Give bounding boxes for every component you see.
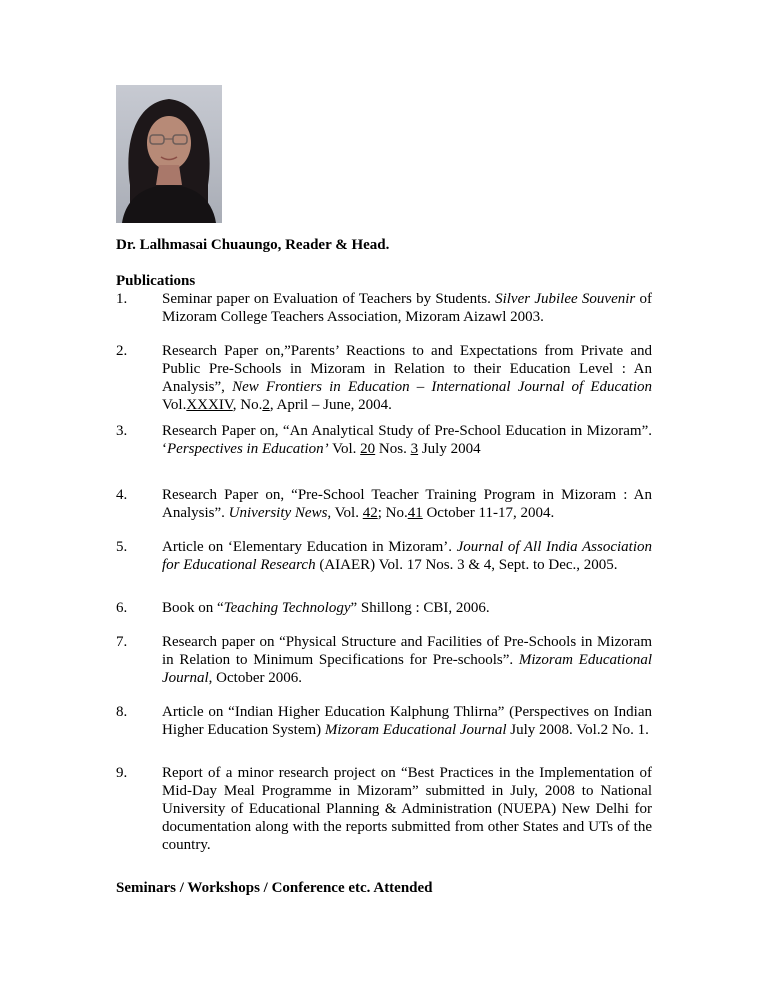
italic-title: Perspectives in Education’: [167, 441, 329, 457]
text-run: Research paper on “Physical Structure and Facilities of Pre-Schools in Mizoram in Relation to Minimum Specifications for Pre-schools”.: [162, 634, 652, 668]
underlined-number: 42: [362, 505, 378, 521]
item-number: 8.: [116, 704, 128, 720]
item-text: [162, 703, 652, 739]
item-number: 7.: [116, 634, 128, 650]
text-run: October 11-17, 2004.: [422, 505, 555, 521]
item-text: [162, 633, 652, 687]
list-item: [116, 599, 652, 617]
item-number: 3.: [116, 423, 128, 439]
text-run: Vol.: [328, 441, 361, 457]
underlined-number: 2: [262, 397, 270, 413]
text-run: July 2004: [418, 441, 481, 457]
list-item: [116, 633, 652, 687]
item-text: [162, 342, 652, 414]
text-run: ; No.: [377, 505, 408, 521]
text-run: (AIAER) Vol. 17 Nos. 3 & 4, Sept. to Dec., 2005.: [315, 557, 618, 573]
text-run: , No.: [232, 397, 263, 413]
underlined-number: XXXIV: [186, 397, 233, 413]
list-item: [116, 422, 652, 458]
text-run: , October 2006.: [208, 670, 302, 686]
item-number: 6.: [116, 600, 128, 616]
text-run: Seminar paper on Evaluation of Teachers by Students.: [162, 291, 496, 307]
text-run: , Vol.: [327, 505, 363, 521]
item-number: 9.: [116, 765, 128, 781]
text-run: Report of a minor research project on “Best Practices in the Implementation of Mid-Day Meal Programme in Mizoram” submitted in July, 2008 to National University of Educational Planning & Administration (NUEPA) New Delhi for documentation along with the reports submitted from other States and UTs of the country.: [162, 765, 652, 853]
italic-title: New Frontiers in Education – International Journal of Education: [232, 379, 652, 395]
item-text: [162, 486, 652, 522]
text-run: Article on ‘Elementary Education in Mizoram’.: [162, 539, 457, 555]
text-run: Book on “: [162, 600, 224, 616]
underlined-number: 20: [360, 441, 376, 457]
publications-heading: Publications: [116, 273, 196, 289]
underlined-number: 41: [407, 505, 423, 521]
italic-title: Mizoram Educational Journal: [324, 722, 507, 738]
text-run: Nos.: [375, 441, 411, 457]
item-text: [162, 422, 652, 458]
list-item: [116, 764, 652, 854]
item-number: 2.: [116, 343, 128, 359]
item-number: 5.: [116, 539, 128, 555]
text-run: Article on “Indian Higher Education Kalphung Thlirna” (Perspectives on Indian Higher Education System): [162, 704, 652, 738]
portrait-photo: [116, 85, 222, 223]
text-run: Vol.: [162, 397, 187, 413]
italic-title: Journal of All India Association for Educational Research: [162, 539, 652, 573]
text-run: Research Paper on,”Parents’ Reactions to and Expectations from Private and Public Pre-Schools in Mizoram in Relation to their Education Level : An Analysis”,: [162, 343, 652, 395]
item-text: [162, 599, 652, 617]
item-text: [162, 290, 652, 326]
text-run: , April – June, 2004.: [269, 397, 392, 413]
text-run: ” Shillong : CBI, 2006.: [350, 600, 490, 616]
list-item: [116, 290, 652, 326]
underlined-number: 3: [410, 441, 419, 457]
item-number: 1.: [116, 291, 128, 307]
text-run: Research Paper on, “An Analytical Study of Pre-School Education in Mizoram”. ‘: [162, 423, 652, 457]
text-run: July 2008. Vol.2 No. 1.: [506, 722, 649, 738]
italic-title: Mizoram Educational Journal: [162, 652, 653, 686]
list-item: [116, 703, 652, 739]
item-text: [162, 538, 652, 574]
text-run: of Mizoram College Teachers Association, Mizoram Aizawl 2003.: [162, 291, 652, 325]
list-item: [116, 342, 652, 414]
italic-title: Teaching Technology: [223, 600, 351, 616]
list-item: [116, 486, 652, 522]
italic-title: University News: [228, 505, 328, 521]
name-line: Dr. Lalhmasai Chuaungo, Reader & Head.: [116, 237, 390, 253]
italic-title: Silver Jubilee Souvenir: [495, 291, 636, 307]
item-text: [162, 764, 652, 854]
item-number: 4.: [116, 487, 128, 503]
text-run: Research Paper on, “Pre-School Teacher Training Program in Mizoram : An Analysis”.: [162, 487, 652, 521]
list-item: [116, 538, 652, 574]
seminars-heading: Seminars / Workshops / Conference etc. Attended: [116, 880, 433, 896]
